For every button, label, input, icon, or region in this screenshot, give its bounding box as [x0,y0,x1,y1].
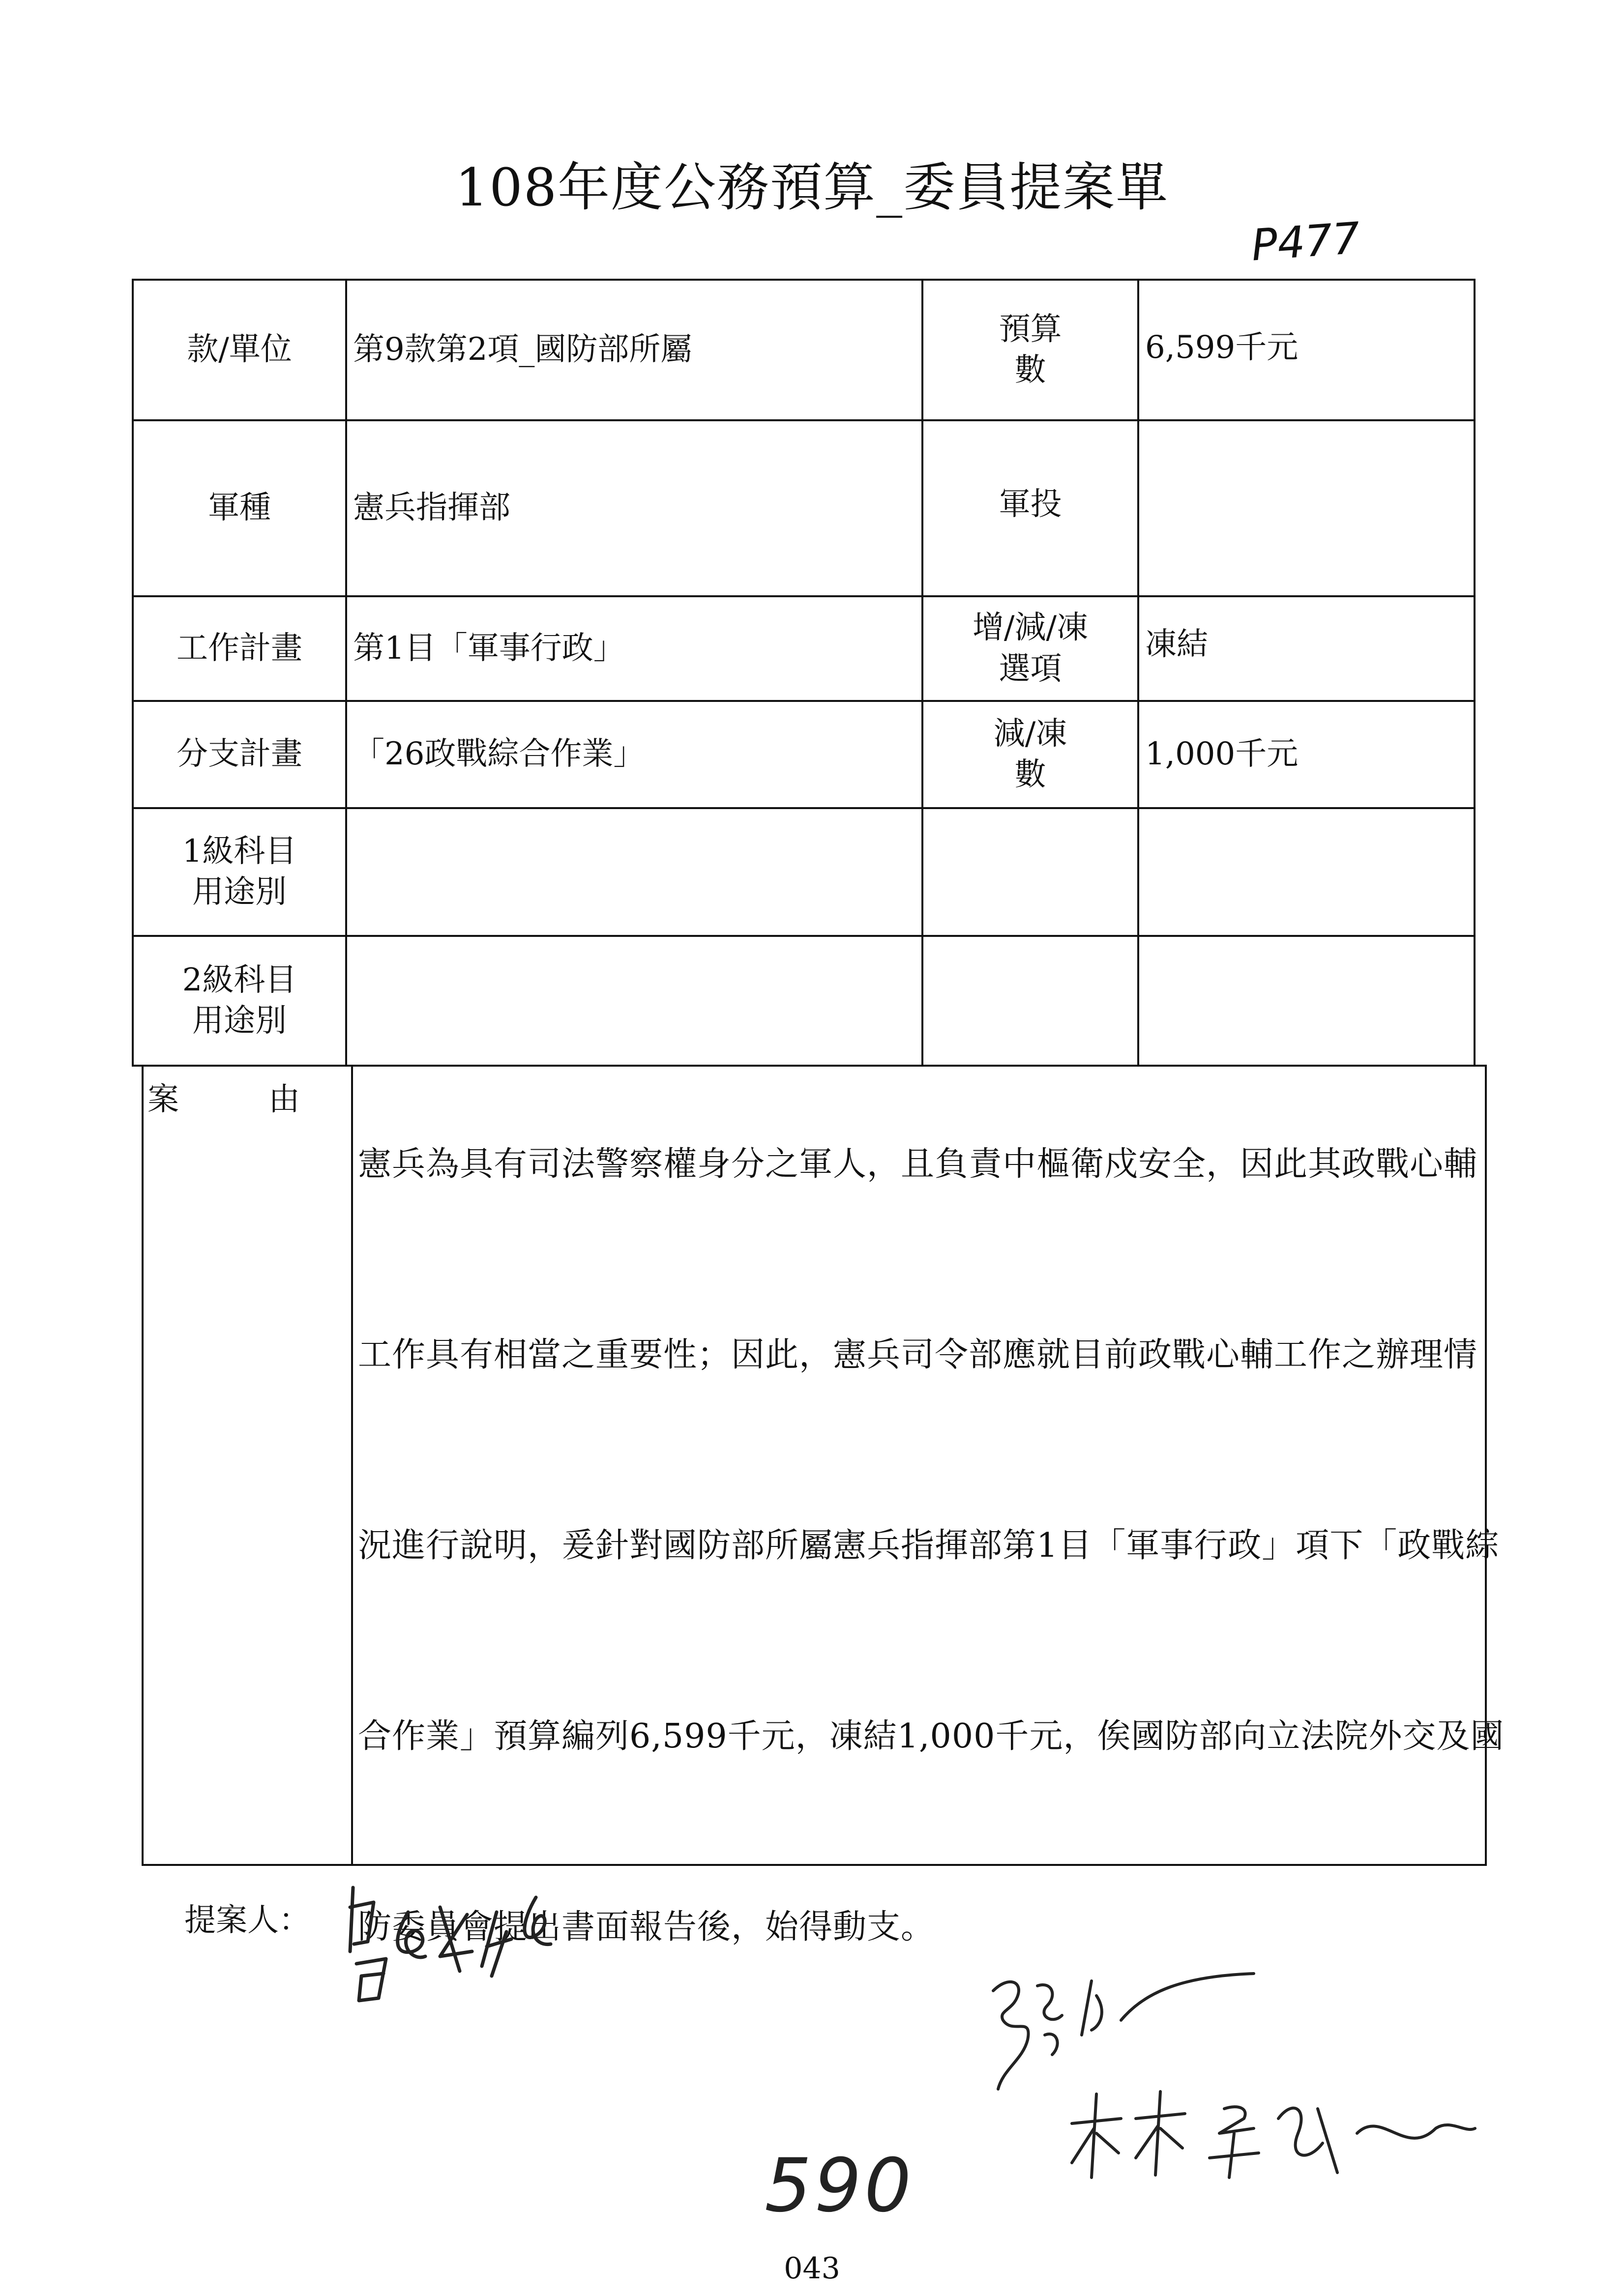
signature-1 [339,1878,575,2015]
blank-cell-r5-c4 [1137,807,1476,937]
signature-3 [1062,2079,1480,2187]
handwritten-number: 590 [765,2143,915,2229]
value-level2-subject [345,935,923,1067]
handwritten-page-ref: P477 [1249,212,1362,271]
blank-cell-r5-c3 [921,807,1139,937]
reason-label-char-1: 案 [148,1081,179,1118]
label-military-investment: 軍投 [921,419,1139,597]
label-service-branch: 軍種 [132,419,347,597]
label-section-unit: 款/單位 [132,279,347,421]
reason-line: 合作業」預算編列6,599千元，凍結1,000千元，俟國防部向立法院外交及國 [358,1717,1505,1756]
value-work-plan: 第1目「軍事行政」 [345,595,923,702]
page-number: 043 [784,2251,840,2286]
page-title: 108年度公務預算_委員提案單 [455,157,1169,218]
value-military-investment [1137,419,1476,597]
proposer-label: 提案人： [184,1902,310,1939]
label-budget-amount: 預算 數 [921,279,1139,421]
value-section-unit: 第9款第2項_國防部所屬 [345,279,923,421]
reason-line: 防委員會提出書面報告後，始得動支。 [358,1908,935,1947]
label-level2-subject: 2級科目 用途別 [132,935,347,1067]
value-reduce-freeze-amount: 1,000千元 [1137,700,1476,809]
reason-label-cell [142,1065,353,1866]
reason-line: 工作具有相當之重要性；因此，憲兵司令部應就目前政戰心輔工作之辦理情 [358,1336,1478,1374]
value-budget-amount: 6,599千元 [1137,279,1476,421]
label-reduce-freeze-amount: 減/凍 數 [921,700,1139,809]
label-work-plan: 工作計畫 [132,595,347,702]
reason-label [148,1074,300,1119]
value-service-branch: 憲兵指揮部 [345,419,923,597]
label-branch-plan: 分支計畫 [132,700,347,809]
label-level1-subject: 1級科目 用途別 [132,807,347,937]
blank-cell-r6-c3 [921,935,1139,1067]
reason-label-char-2: 由 [268,1081,300,1118]
blank-cell-r6-c4 [1137,935,1476,1067]
value-level1-subject [345,807,923,937]
reason-line: 況進行說明，爰針對國防部所屬憲兵指揮部第1目「軍事行政」項下「政戰綜 [358,1526,1500,1565]
value-branch-plan: 「26政戰綜合作業」 [345,700,923,809]
reason-line: 憲兵為具有司法警察權身分之軍人，且負責中樞衛戍安全，因此其政戰心輔 [358,1145,1478,1184]
label-adjust-option: 增/減/凍 選項 [921,595,1139,702]
value-adjust-option: 凍結 [1137,595,1476,702]
